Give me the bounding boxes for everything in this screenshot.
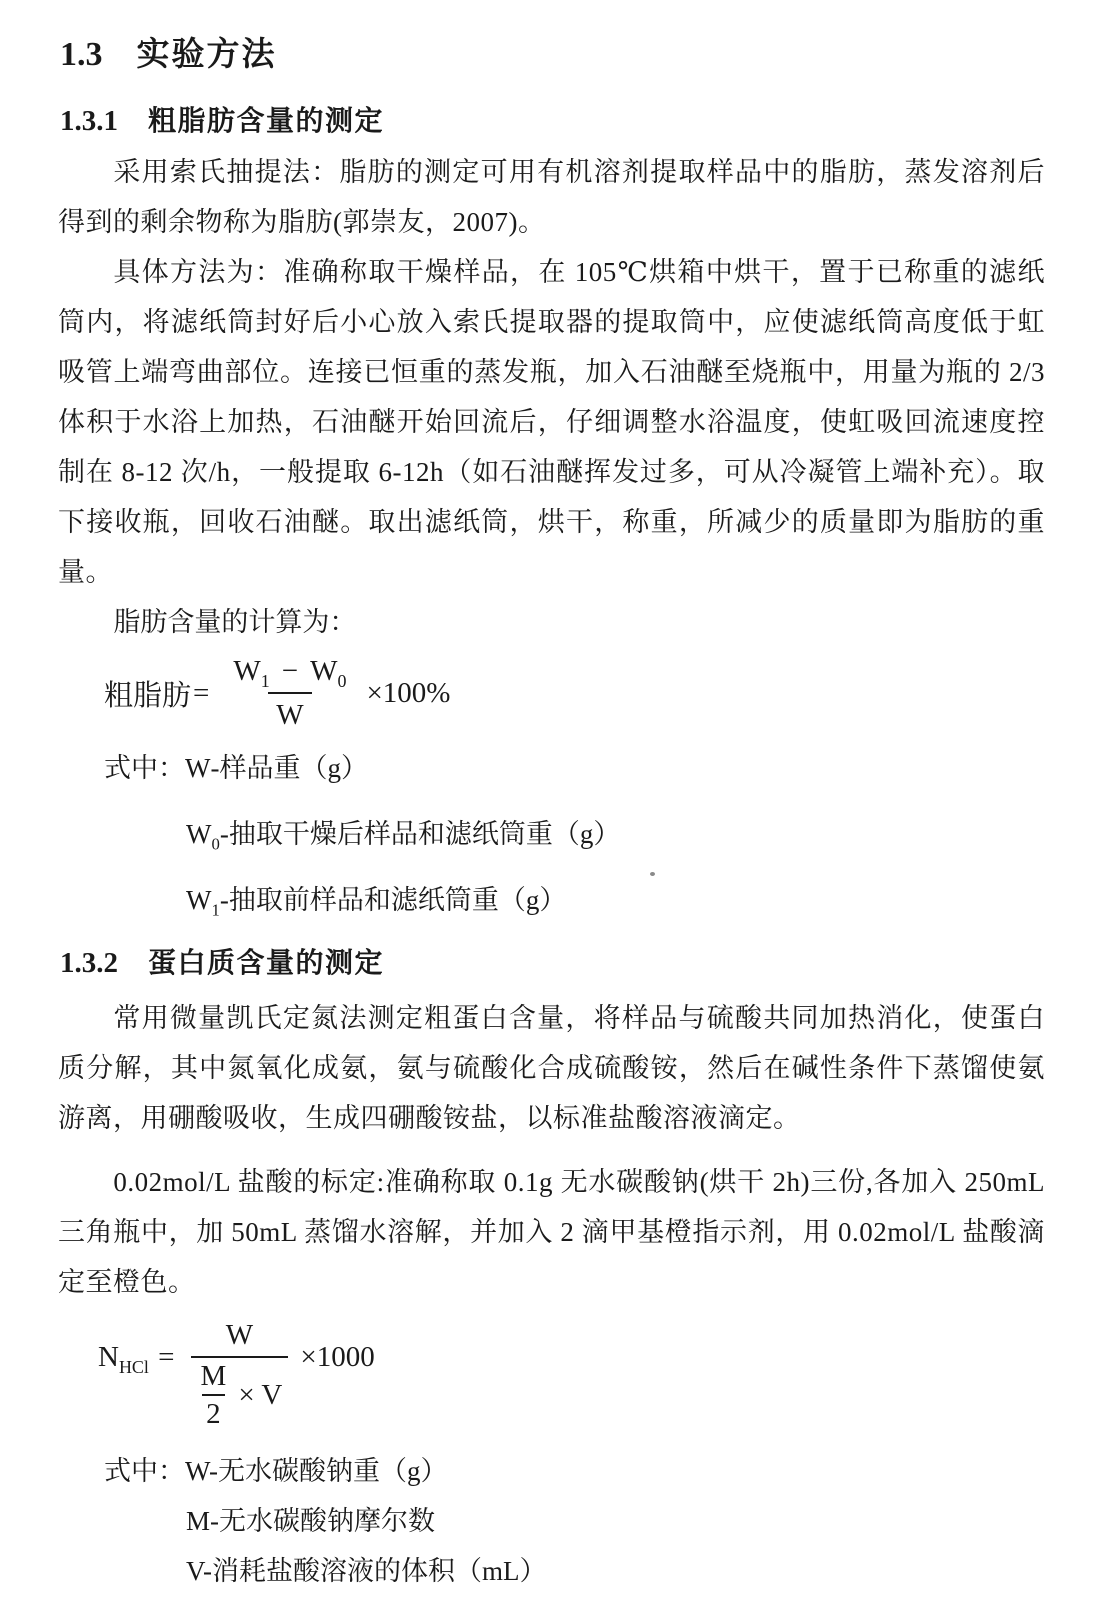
w0-base: W (310, 655, 338, 687)
subsection-number: 1.3.1 (60, 105, 118, 137)
hcl-formula-denominator (191, 1356, 289, 1430)
legend-var: M (186, 1506, 211, 1536)
n-base: N (98, 1341, 119, 1373)
w0-sub: 0 (337, 670, 347, 691)
legend-desc: -无水碳酸钠重（g） (209, 1456, 448, 1486)
fat-legend-line-1 (104, 743, 1045, 793)
protein-legend-line-1 (104, 1446, 1045, 1496)
subsection-title: 粗脂肪含量的测定 (148, 105, 385, 136)
fat-calc-intro: 脂肪含量的计算为： (113, 607, 357, 637)
legend-desc: -抽取干燥后样品和滤纸筒重（g） (219, 819, 621, 849)
protein-legend-line-3 (186, 1546, 1045, 1596)
hcl-formula (98, 1317, 1045, 1430)
inner-numerator: M (200, 1360, 227, 1392)
section-title: 实验方法 (136, 35, 277, 72)
equals-sign: = (158, 1341, 175, 1373)
fat-formula-equals: = (193, 676, 210, 709)
subsection-title: 蛋白质含量的测定 (148, 947, 385, 978)
hcl-inner-fraction (197, 1360, 231, 1430)
legend-var-sub: 1 (211, 900, 220, 920)
fat-legend-line-2 (186, 809, 1045, 859)
legend-var: W (186, 885, 212, 915)
fat-formula (104, 653, 1045, 733)
legend-var-sub: 0 (211, 834, 220, 854)
legend-desc: -抽取前样品和滤纸筒重（g） (219, 885, 567, 915)
fat-formula-denominator: W (268, 692, 311, 733)
section-number: 1.3 (60, 36, 103, 73)
section-heading (60, 28, 1045, 75)
n-sub: HCl (118, 1356, 149, 1377)
scan-speck (650, 872, 655, 876)
subsection-heading-fat (60, 99, 1045, 139)
protein-paragraph-1: 常用微量凯氏定氮法测定粗蛋白含量，将样品与硫酸共同加热消化，使蛋白质分解，其中氮氧化成氨，氨与硫酸化合成硫酸铵，然后在碱性条件下蒸馏使氨游离，用硼酸吸收，生成四硼酸铵盐，以标准盐酸溶液滴定。 (58, 1003, 1045, 1133)
times-sign: × (238, 1378, 255, 1411)
w1-sub: 1 (260, 670, 270, 691)
hcl-formula-fraction (191, 1317, 289, 1430)
fat-formula-fraction (225, 653, 354, 733)
legend-desc: -无水碳酸钠摩尔数 (210, 1506, 436, 1536)
subsection-heading-protein (60, 941, 1045, 981)
hcl-formula-multiplier: ×1000 (300, 1341, 375, 1373)
legend-var: W (185, 1456, 209, 1486)
hcl-formula-lhs (98, 1337, 179, 1377)
legend-desc: -消耗盐酸溶液的体积（mL） (203, 1556, 547, 1586)
protein-legend-line-2 (186, 1496, 1045, 1546)
subsection-number: 1.3.2 (60, 947, 118, 979)
legend-var: W (185, 753, 211, 783)
minus-sign: − (281, 655, 299, 687)
legend-var: W (186, 819, 212, 849)
times-v (238, 1379, 282, 1412)
fat-formula-lhs: 粗脂肪 (104, 679, 192, 712)
hcl-formula-numerator: W (225, 1319, 254, 1351)
fat-formula-multiplier: ×100% (366, 676, 451, 709)
fat-formula-numerator (225, 653, 354, 692)
legend-intro: 式中： (104, 753, 185, 783)
legend-desc: -样品重（g） (210, 753, 368, 783)
inner-denominator: 2 (202, 1394, 225, 1430)
fat-paragraph-2: 具体方法为：准确称取干燥样品，在 105℃烘箱中烘干，置于已称重的滤纸筒内，将滤纸筒封好后小心放入索氏提取器的提取筒中，应使滤纸筒高度低于虹吸管上端弯曲部位。连接已恒重的蒸发瓶，加入石油醚至烧瓶中，用量为瓶的 2/3 体积于水浴上加热，石油醚开始回流后，仔细调整水浴温度，使虹吸回流速度控制在 8-12 次/h，一般提取 6-12h（如石油醚挥发过多，可从冷凝管上端补充）。取下接收瓶，回收石油醚。取出滤纸筒，烘干，称重，所减少的质量即为脂肪的重量。 (58, 257, 1045, 587)
fat-legend-line-3 (186, 875, 1045, 925)
fat-paragraph-1: 采用索氏抽提法：脂肪的测定可用有机溶剂提取样品中的脂肪，蒸发溶剂后得到的剩余物称为脂肪(郭崇友，2007)。 (58, 157, 1045, 237)
v-var: V (261, 1378, 283, 1411)
protein-paragraph-2: 0.02mol/L 盐酸的标定:准确称取 0.1g 无水碳酸钠(烘干 2h)三份,各加入 250mL 三角瓶中，加 50mL 蒸馏水溶解，并加入 2 滴甲基橙指示剂，用 0.02mol/L 盐酸滴定至橙色。 (58, 1167, 1045, 1297)
legend-intro: 式中： (104, 1456, 185, 1486)
legend-var: V (186, 1556, 204, 1586)
w1-base: W (233, 655, 261, 687)
